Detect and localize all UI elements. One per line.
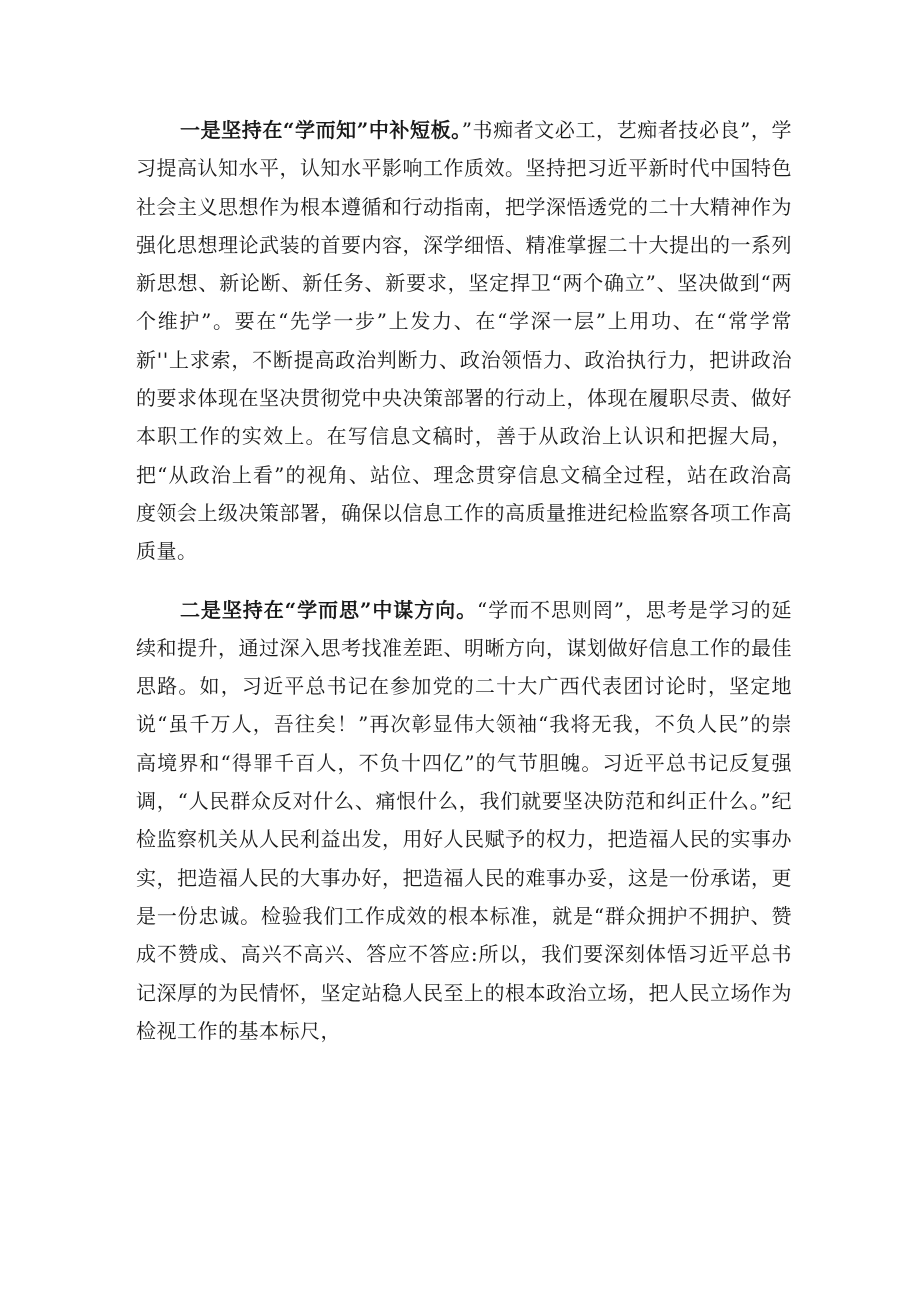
paragraph-1 — [136, 111, 792, 571]
paragraph-1-body: ”书痴者文必工，艺痴者技必良”，学习提高认知水平，认知水平影响工作质效。坚持把习近平新时代中国特色社会主义思想作为根本遵循和行动指南，把学深悟透党的二十大精神作为强化思想理论武装的首要内容，深学细悟、精准掌握二十大提出的一系列新思想、新论断、新任务、新要求，坚定捍卫“两个确立”、坚决做到“两个维护”。要在“先学一步”上发力、在“学深一层”上用功、在“常学常新''上求索，不断提高政治判断力、政治领悟力、政治执行力，把讲政治的要求体现在坚决贯彻党中央决策部署的行动上，体现在履职尽责、做好本职工作的实效上。在写信息文稿时，善于从政治上认识和把握大局，把“从政治上看”的视角、站位、理念贯穿信息文稿全过程，站在政治高度领会上级决策部署，确保以信息工作的高质量推进纪检监察各项工作高质量。 — [136, 118, 792, 564]
paragraph-1-heading: 一是坚持在“学而知”中补短板。 — [180, 118, 462, 142]
paragraph-2-body: “学而不思则罔”，思考是学习的延续和提升，通过深入思考找准差距、明晰方向，谋划做好信息工作的最佳思路。如，习近平总书记在参加党的二十大广西代表团讨论时，坚定地说“虽千万人，吾往矣！”再次彰显伟大领袖“我将无我，不负人民”的崇高境界和“得罪千百人，不负十四亿”的气节胆魄。习近平总书记反复强调，“人民群众反对什么、痛恨什么，我们就要坚决防范和纠正什么。”纪检监察机关从人民利益出发，用好人民赋予的权力，把造福人民的实事办实，把造福人民的大事办好，把造福人民的难事办妥，这是一份承诺，更是一份忠诚。检验我们工作成效的根本标准，就是“群众拥护不拥护、赞成不赞成、高兴不高兴、答应不答应:所以，我们要深刻体悟习近平总书记深厚的为民情怀，坚定站稳人民至上的根本政治立场，把人民立场作为检视工作的基本标尺， — [136, 597, 792, 1043]
paragraph-2-heading: 二是坚持在“学而思”中谋方向。 — [180, 597, 478, 622]
document-page — [136, 111, 792, 1050]
paragraph-2 — [136, 591, 792, 1051]
